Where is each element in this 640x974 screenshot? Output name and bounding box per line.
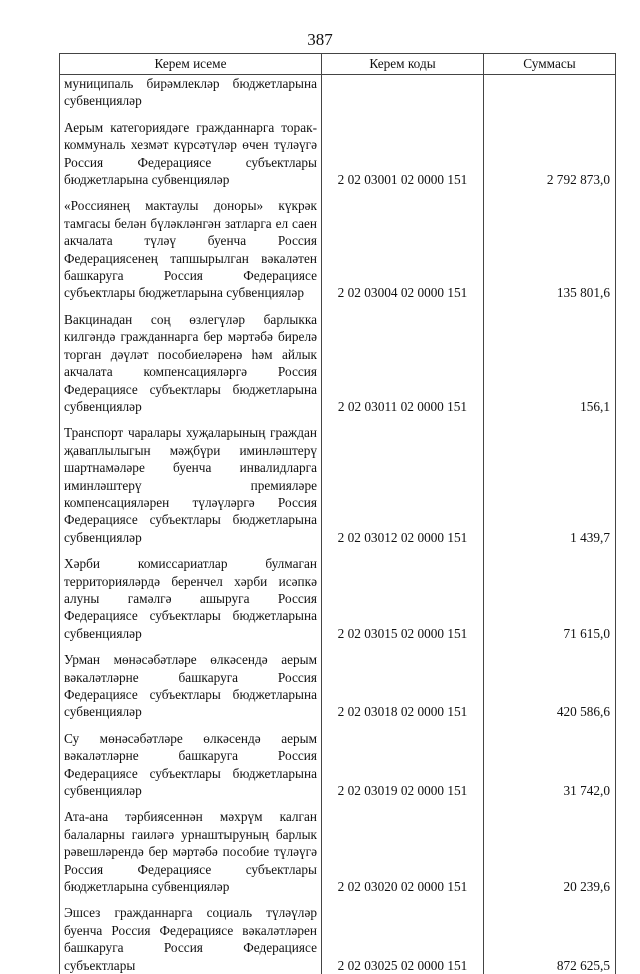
row-sum: 420 586,6 (484, 651, 616, 721)
budget-table (59, 53, 616, 974)
table-row (60, 730, 616, 800)
row-code: 2 02 03025 02 0000 151 (322, 904, 484, 974)
row-code: 2 02 03001 02 0000 151 (322, 119, 484, 189)
row-name: «Россиянең мактаулы доноры» күкрәк тамгасы белән бүләкләнгән затларга ел саен акчалата түләү буенча Россия Федерациясенең тапшырылган вәкаләтен башкаруга Россия Федерациясе субъектлары бюджетларына субвенцияләр (60, 197, 322, 301)
row-sum: 71 615,0 (484, 555, 616, 642)
row-name: Урман мөнәсәбәтләре өлкәсендә аерым вәкаләтләрне башкаруга Россия Федерациясе субъектлары бюджетларына субвенцияләр (60, 651, 322, 721)
header-code: Керем коды (322, 54, 484, 75)
header-sum: Суммасы (484, 54, 616, 75)
table-row (60, 311, 616, 415)
continuation-row (60, 75, 616, 110)
row-gap (60, 546, 616, 555)
row-code: 2 02 03019 02 0000 151 (322, 730, 484, 800)
table-row (60, 197, 616, 301)
row-code: 2 02 03012 02 0000 151 (322, 424, 484, 546)
row-name: Транспорт чаралары хуҗаларының граждан җаваплылыгын мәҗбүри иминләштерү шартнамәләре буенча инвалидларга иминләштерү премияләре компенсацияләрен түләүләргә Россия Федерациясе субъектлары бюджетларына субвенцияләр (60, 424, 322, 546)
table-header (60, 54, 616, 75)
row-name: Ата-ана тәрбиясеннән мәхрүм калган балаларны гаиләгә урнаштыруның барлык рәвешләрендә бер мәртәбә пособие түләүгә Россия Федерациясе субъектлары бюджетларына субвенцияләр (60, 808, 322, 895)
continuation-name: муниципаль бирәмлекләр бюджетларына субвенцияләр (60, 75, 322, 110)
row-gap (60, 110, 616, 119)
continuation-sum (484, 75, 616, 110)
row-name: Эшсез гражданнарга социаль түләүләр буенча Россия Федерациясе вәкаләтләрен башкаруга Россия Федерациясе субъектлары (60, 904, 322, 974)
table-row (60, 119, 616, 189)
row-code: 2 02 03018 02 0000 151 (322, 651, 484, 721)
row-code: 2 02 03011 02 0000 151 (322, 311, 484, 415)
row-sum: 20 239,6 (484, 808, 616, 895)
page-number: 387 (0, 30, 640, 50)
row-name: Вакцинадан соң өзлегүләр барлыкка килгәндә гражданнарга бер мәртәбә бирелә торган дәүләт пособиеләренә һәм айлык акчалата компенсацияләргә Россия Федерациясе субъектлары бюджетларына субвенцияләр (60, 311, 322, 415)
row-sum: 31 742,0 (484, 730, 616, 800)
row-sum: 2 792 873,0 (484, 119, 616, 189)
row-sum: 872 625,5 (484, 904, 616, 974)
row-code: 2 02 03004 02 0000 151 (322, 197, 484, 301)
row-sum: 135 801,6 (484, 197, 616, 301)
row-sum: 1 439,7 (484, 424, 616, 546)
table-row (60, 808, 616, 895)
row-code: 2 02 03020 02 0000 151 (322, 808, 484, 895)
header-name: Керем исеме (60, 54, 322, 75)
row-code: 2 02 03015 02 0000 151 (322, 555, 484, 642)
row-name: Су мөнәсәбәтләре өлкәсендә аерым вәкаләтләрне башкаруга Россия Федерациясе субъектлары бюджетларына субвенцияләр (60, 730, 322, 800)
row-gap (60, 895, 616, 904)
row-sum: 156,1 (484, 311, 616, 415)
row-gap (60, 799, 616, 808)
row-gap (60, 188, 616, 197)
table-row (60, 555, 616, 642)
table-row (60, 904, 616, 974)
table-row (60, 651, 616, 721)
header-row (60, 54, 616, 75)
continuation-code (322, 75, 484, 110)
row-gap (60, 302, 616, 311)
table-body (60, 75, 616, 974)
row-name: Хәрби комиссариатлар булмаган территорияләрдә беренчел хәрби исәпкә алуны гамәлгә ашыруга Россия Федерациясе субъектлары бюджетларына субвенцияләр (60, 555, 322, 642)
row-gap (60, 415, 616, 424)
row-gap (60, 642, 616, 651)
row-name: Аерым категориядәге гражданнарга торак-коммуналь хезмәт күрсәтүләр өчен түләүгә Россия Федерациясе субъектлары бюджетларына субвенцияләр (60, 119, 322, 189)
table-row (60, 424, 616, 546)
row-gap (60, 721, 616, 730)
